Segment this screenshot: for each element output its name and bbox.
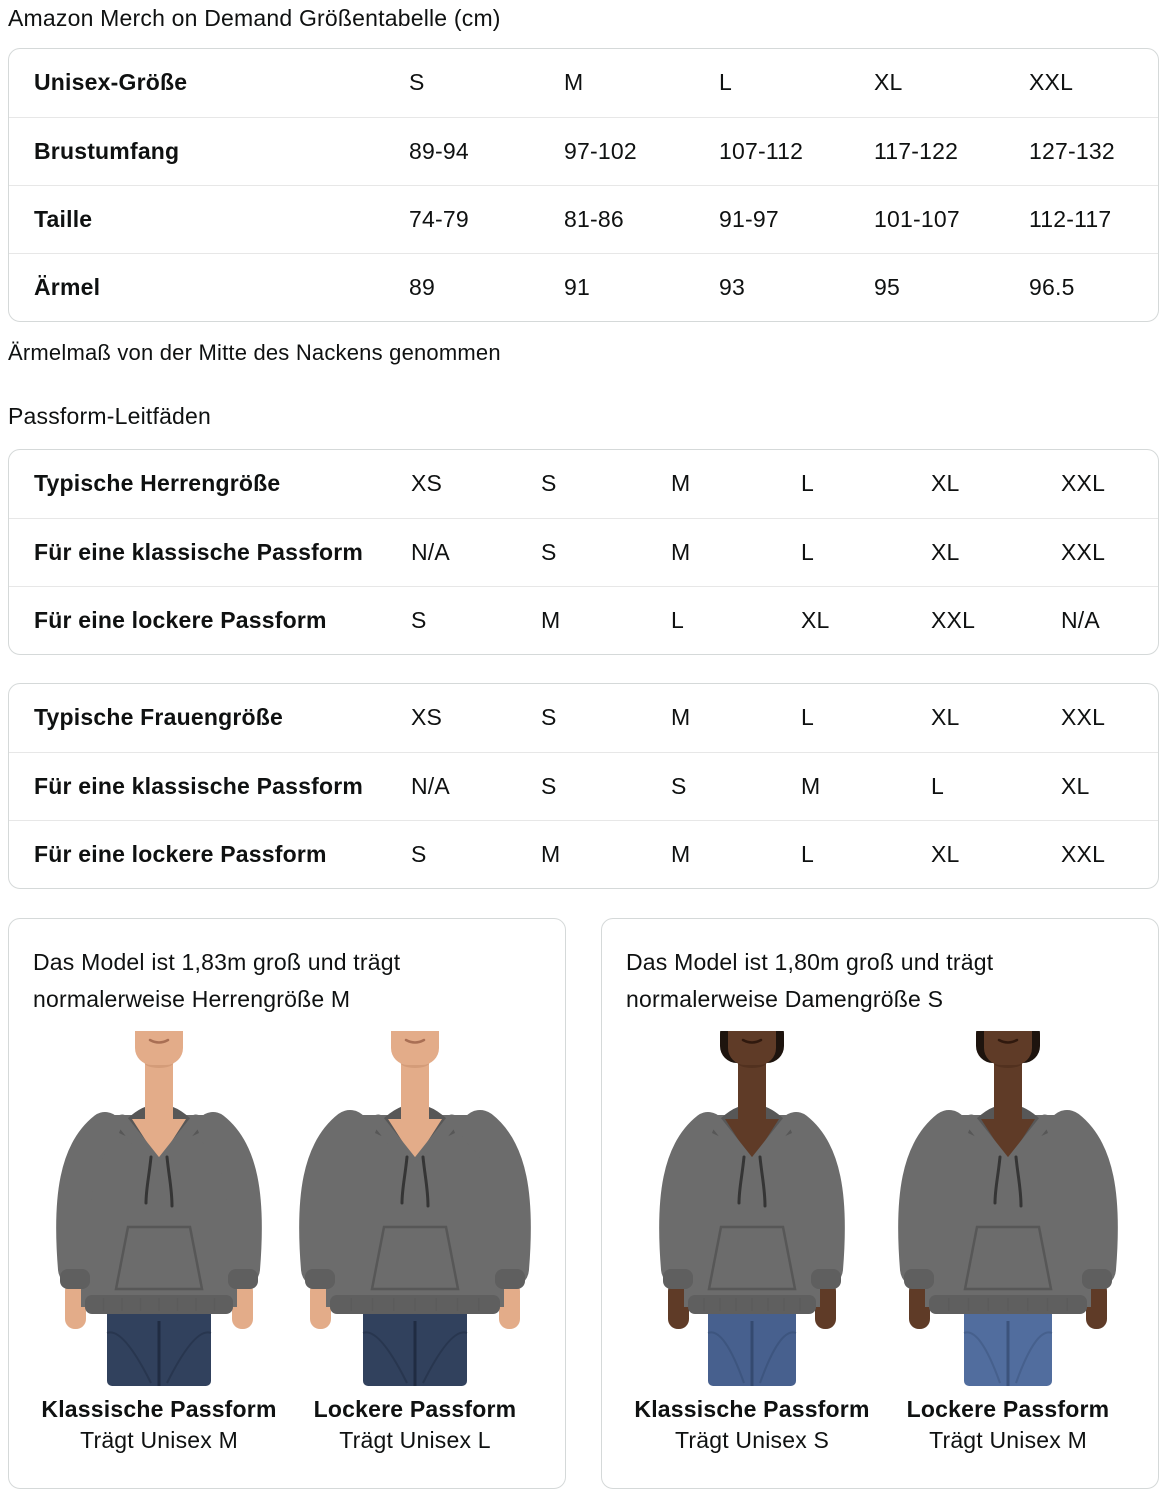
size-cell: L	[671, 586, 801, 654]
wears-label: Trägt Unisex L	[339, 1427, 491, 1453]
size-cell: 101-107	[874, 185, 1029, 253]
row-label: Für eine klassische Passform	[9, 752, 411, 820]
size-cell: XS	[411, 704, 443, 731]
size-cell: 93	[719, 253, 874, 321]
size-cell: M	[671, 518, 801, 586]
womens-model-card	[601, 918, 1159, 1489]
mens-model-card	[8, 918, 566, 1489]
model-cards	[8, 918, 1159, 1489]
size-cell: XL	[1061, 752, 1158, 820]
table-row	[9, 117, 1158, 185]
page-title: Amazon Merch on Demand Größentabelle (cm)	[8, 5, 501, 31]
model-photo	[290, 1031, 540, 1386]
row-label: Taille	[9, 185, 409, 253]
hoodie-model-illustration	[883, 1031, 1133, 1386]
classic-fit-figure	[627, 1031, 877, 1456]
table-row	[9, 820, 1158, 888]
size-cell: L	[801, 470, 814, 497]
model-figures	[33, 1031, 541, 1456]
size-cell: N/A	[411, 752, 541, 820]
table-row	[9, 253, 1158, 321]
model-figures	[626, 1031, 1134, 1456]
size-cell: XL	[931, 820, 1061, 888]
unisex-size-table	[8, 48, 1159, 322]
model-photo	[627, 1031, 877, 1386]
size-cell: L	[801, 820, 931, 888]
size-cell: M	[541, 586, 671, 654]
size-cell: M	[671, 820, 801, 888]
loose-fit-figure	[883, 1031, 1133, 1456]
table-row	[9, 586, 1158, 654]
table-row	[9, 49, 1158, 117]
size-cell: L	[719, 69, 732, 96]
size-cell: S	[411, 820, 541, 888]
size-cell: XXL	[1061, 704, 1106, 731]
hoodie-model-illustration	[290, 1031, 540, 1386]
size-cell: 74-79	[409, 185, 564, 253]
table-row	[9, 185, 1158, 253]
size-cell: XXL	[1061, 820, 1158, 888]
fit-label: Lockere Passform	[906, 1396, 1110, 1422]
fit-label: Lockere Passform	[313, 1396, 517, 1422]
fit-guides-heading: Passform-Leitfäden	[8, 403, 212, 429]
size-cell: XL	[874, 69, 903, 96]
size-cell: L	[801, 518, 931, 586]
fit-label: Klassische Passform	[41, 1396, 277, 1422]
size-cell: 96.5	[1029, 253, 1158, 321]
size-cell: XS	[411, 470, 443, 497]
size-cell: 97-102	[564, 117, 719, 185]
size-cell: 89-94	[409, 117, 564, 185]
size-cell: S	[541, 470, 557, 497]
model-description: Das Model ist 1,80m groß und trägt normalerweise Damengröße S	[626, 949, 994, 1012]
size-cell: 91	[564, 253, 719, 321]
size-cell: L	[931, 752, 1061, 820]
size-cell: XXL	[931, 586, 1061, 654]
wears-label: Trägt Unisex M	[929, 1427, 1087, 1453]
mens-fit-table	[8, 449, 1159, 655]
sleeve-measure-note: Ärmelmaß von der Mitte des Nackens genommen	[8, 340, 501, 365]
loose-fit-figure	[290, 1031, 540, 1456]
row-label: Für eine klassische Passform	[9, 518, 411, 586]
hoodie-model-illustration	[627, 1031, 877, 1386]
size-cell: XXL	[1061, 470, 1106, 497]
row-label: Für eine lockere Passform	[9, 586, 411, 654]
size-cell: 117-122	[874, 117, 1029, 185]
size-cell: S	[409, 69, 425, 96]
size-cell: M	[671, 470, 691, 497]
row-label: Für eine lockere Passform	[9, 820, 411, 888]
wears-label: Trägt Unisex S	[674, 1427, 830, 1453]
size-cell: XXL	[1029, 69, 1074, 96]
hoodie-model-illustration	[34, 1031, 284, 1386]
size-cell: 91-97	[719, 185, 874, 253]
size-cell: N/A	[1061, 586, 1158, 654]
size-cell: XL	[931, 704, 960, 731]
fit-label: Klassische Passform	[634, 1396, 870, 1422]
size-cell: M	[671, 704, 691, 731]
size-cell: M	[564, 69, 584, 96]
wears-label: Trägt Unisex M	[80, 1427, 238, 1453]
size-cell: 107-112	[719, 117, 874, 185]
size-cell: XL	[801, 586, 931, 654]
size-cell: L	[801, 704, 814, 731]
size-cell: XXL	[1061, 518, 1158, 586]
row-label: Brustumfang	[9, 117, 409, 185]
table-row	[9, 684, 1158, 752]
size-cell: S	[541, 704, 557, 731]
table-row	[9, 518, 1158, 586]
size-cell: M	[801, 752, 931, 820]
size-cell: N/A	[411, 518, 541, 586]
size-cell: S	[671, 752, 801, 820]
row-label: Typische Herrengröße	[34, 470, 281, 497]
row-label: Ärmel	[9, 253, 409, 321]
classic-fit-figure	[34, 1031, 284, 1456]
size-cell: S	[411, 586, 541, 654]
size-cell: XL	[931, 470, 960, 497]
size-cell: 95	[874, 253, 1029, 321]
table-row	[9, 450, 1158, 518]
row-label: Unisex-Größe	[34, 69, 188, 96]
table-row	[9, 752, 1158, 820]
size-cell: S	[541, 752, 671, 820]
size-cell: 112-117	[1029, 185, 1158, 253]
size-cell: XL	[931, 518, 1061, 586]
size-cell: M	[541, 820, 671, 888]
womens-fit-table	[8, 683, 1159, 889]
model-photo	[34, 1031, 284, 1386]
model-photo	[883, 1031, 1133, 1386]
model-description: Das Model ist 1,83m groß und trägt normalerweise Herrengröße M	[33, 949, 401, 1012]
size-cell: 89	[409, 253, 564, 321]
row-label: Typische Frauengröße	[34, 704, 283, 731]
size-cell: S	[541, 518, 671, 586]
size-cell: 81-86	[564, 185, 719, 253]
size-cell: 127-132	[1029, 117, 1158, 185]
